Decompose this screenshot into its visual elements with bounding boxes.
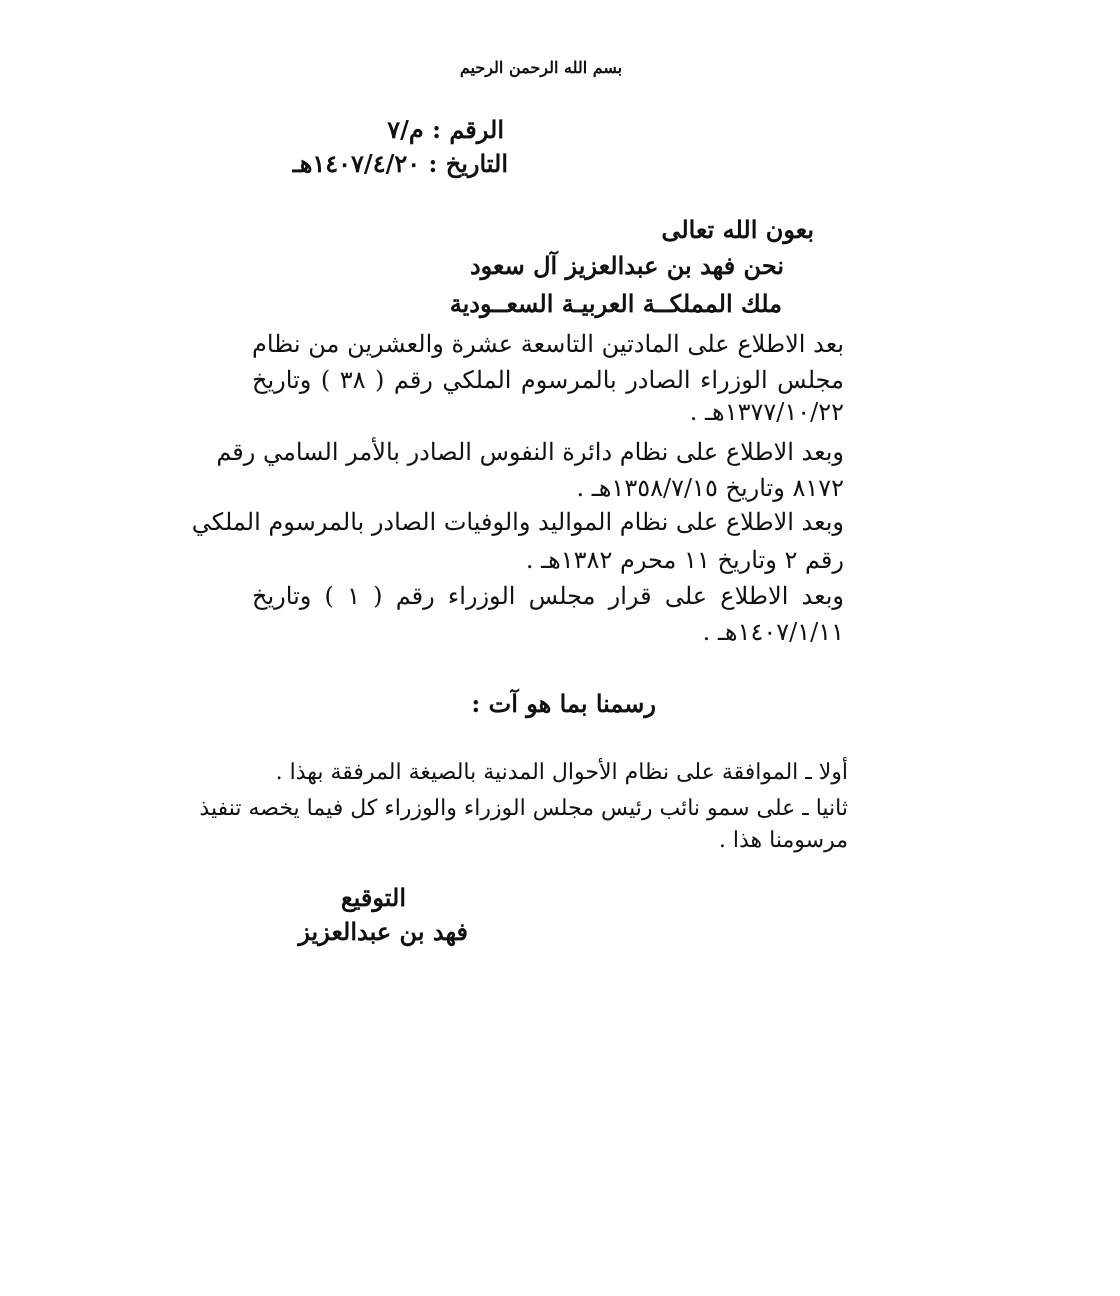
king-name: نحن فهد بن عبدالعزيز آل سعود: [469, 251, 784, 280]
decree-item-first: أولا ـ الموافقة على نظام الأحوال المدنية بالصيغة المرفقة بهذا .: [275, 760, 848, 785]
preamble-line: وبعد الاطلاع على نظام دائرة النفوس الصادر بالأمر السامي رقم: [216, 438, 844, 466]
decree-heading: رسمنا بما هو آت :: [471, 689, 656, 718]
preamble-line: ٨١٧٢ وتاريخ ١٣٥٨/٧/١٥هـ .: [576, 474, 844, 502]
decree-item-second-continuation: مرسومنا هذا .: [718, 828, 848, 853]
decree-item-second: ثانيا ـ على سمو نائب رئيس مجلس الوزراء والوزراء كل فيما يخصه تنفيذ: [199, 796, 848, 821]
reference-date: التاريخ : ١٤٠٧/٤/٢٠هـ: [292, 149, 508, 178]
preamble-line: وبعد الاطلاع على قرار مجلس الوزراء رقم ( ١ ) وتاريخ: [252, 582, 844, 610]
preamble-line: رقم ٢ وتاريخ ١١ محرم ١٣٨٢هـ .: [525, 546, 844, 574]
preamble-line: ١٤٠٧/١/١١هـ .: [702, 618, 844, 646]
kingdom-title: ملك المملكــة العربيـة السعــودية: [449, 289, 782, 318]
basmala: بسم الله الرحمن الرحيم: [459, 58, 623, 77]
opening-invocation: بعون الله تعالى: [661, 215, 814, 244]
signature-name: فهد بن عبدالعزيز: [298, 917, 468, 946]
preamble-line: ١٣٧٧/١٠/٢٢هـ .: [689, 398, 844, 426]
preamble-line: وبعد الاطلاع على نظام المواليد والوفيات الصادر بالمرسوم الملكي: [191, 508, 844, 536]
signature-label: التوقيع: [340, 883, 406, 912]
preamble-line: بعد الاطلاع على المادتين التاسعة عشرة والعشرين من نظام: [252, 330, 844, 358]
reference-number: الرقم : م/٧: [387, 115, 504, 144]
preamble-line: مجلس الوزراء الصادر بالمرسوم الملكي رقم ( ٣٨ ) وتاريخ: [252, 366, 844, 394]
